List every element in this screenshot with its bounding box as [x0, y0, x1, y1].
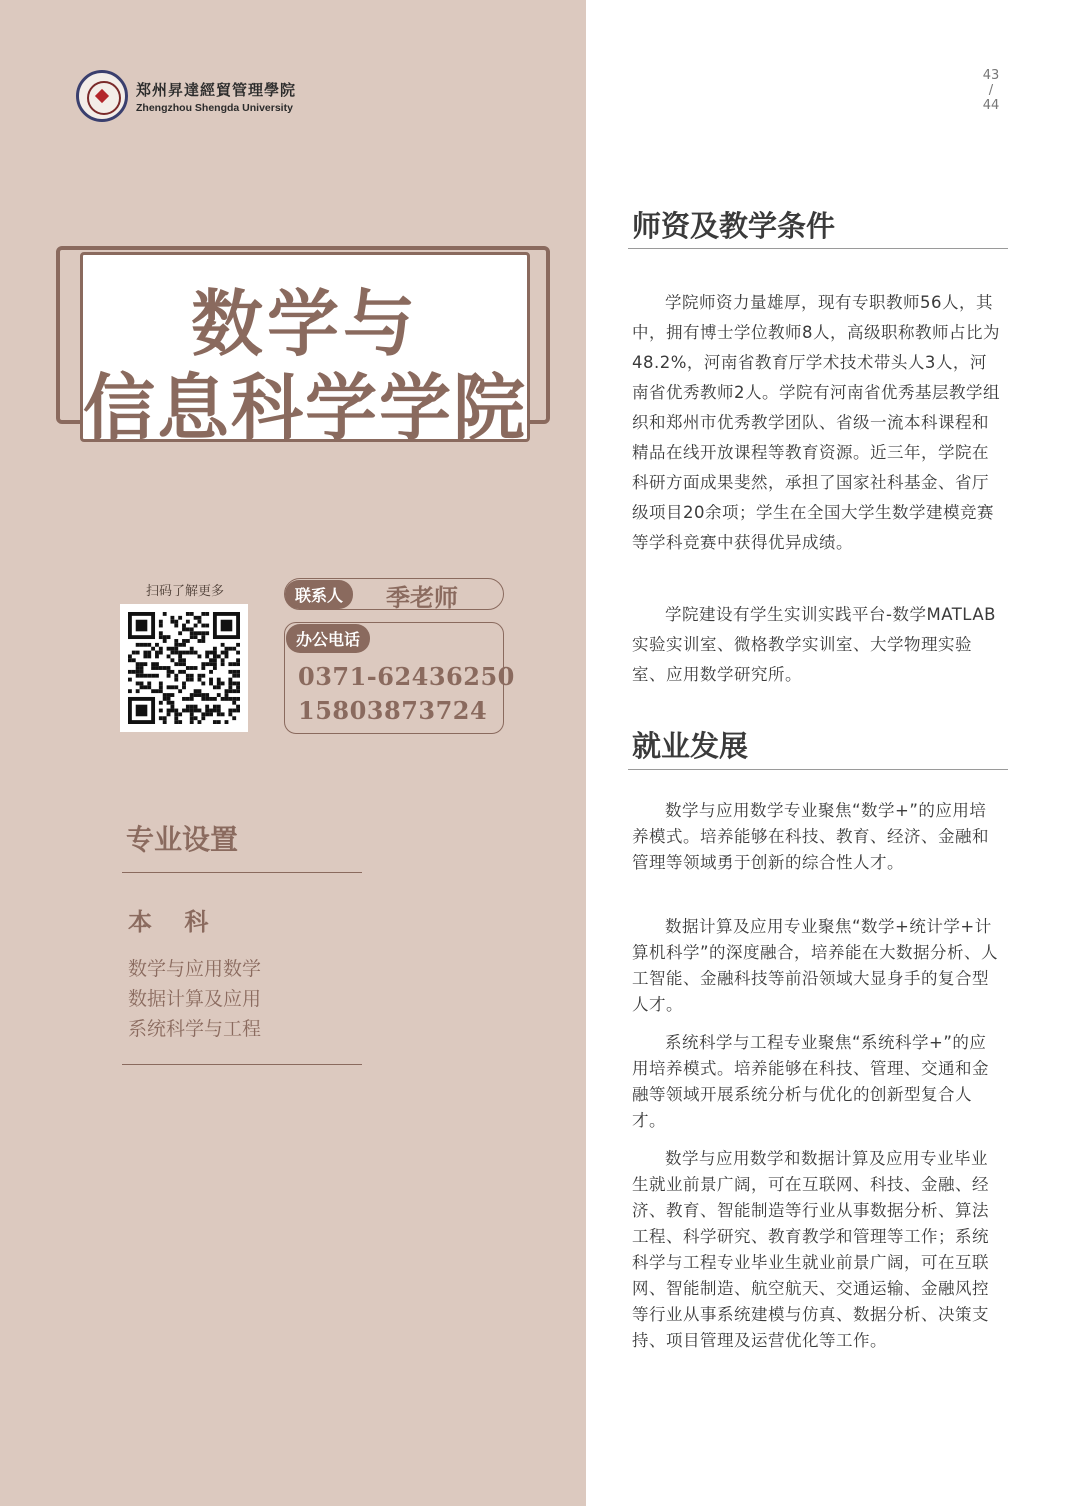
faculty-section-title: 师资及教学条件 — [632, 209, 836, 243]
employment-paragraph: 数学与应用数学和数据计算及应用专业毕业生就业前景广阔，可在互联网、科技、金融、经济、教育、智能制造等行业从事数据分析、算法工程、科学研究、教育教学和管理等工作；系统科学与工程专业毕业生就业前景广阔，可在互联网、智能制造、航空航天、交通运输、金融风控等行业从事系统建模与仿真、数据分析、决策支持、项目管理及运营优化等工作。 — [632, 1149, 989, 1350]
phone-number[interactable]: 15803873724 — [298, 696, 488, 725]
list-item: 系统科学与工程 — [128, 1018, 262, 1040]
majors-level: 本 科 — [128, 907, 221, 936]
contact-name: 季老师 — [386, 583, 458, 612]
employment-section-title: 就业发展 — [632, 729, 749, 763]
majors-title: 专业设置 — [126, 823, 239, 856]
logo-name-cn: 郑州昇達經貿管理學院 — [136, 80, 297, 99]
qr-code-icon — [128, 612, 240, 724]
qr-code[interactable] — [120, 604, 248, 732]
employment-paragraph: 系统科学与工程专业聚焦“系统科学+”的应用培养模式。培养能够在科技、管理、交通和金融等领域开展系统分析与优化的创新型复合人才。 — [632, 1033, 989, 1130]
faculty-paragraph: 学院建设有学生实训实践平台-数学MATLAB实验实训室、微格教学实训室、大学物理实验室、应用数学研究所。 — [632, 605, 996, 684]
divider — [122, 1064, 362, 1065]
divider — [628, 248, 1008, 249]
qr-label: 扫码了解更多 — [145, 584, 224, 599]
university-logo — [76, 70, 296, 122]
phone-number[interactable]: 0371-62436250 — [298, 662, 515, 691]
list-item: 数据计算及应用 — [128, 988, 262, 1010]
employment-paragraph: 数据计算及应用专业聚焦“数学+统计学+计算机科学”的深度融合，培养能在大数据分析、人工智能、金融科技等前沿领域大显身手的复合型人才。 — [632, 917, 999, 1014]
page-number: 43 / 44 — [982, 68, 1000, 113]
college-title-line2: 信息科学学院 — [82, 365, 527, 450]
contact-label: 联系人 — [285, 580, 353, 609]
faculty-paragraph: 学院师资力量雄厚，现有专职教师56人，其中，拥有博士学位教师8人，高级职称教师占比为48.2%，河南省教育厅学术技术带头人3人，河南省优秀教师2人。学院有河南省优秀基层教学组织和郑州市优秀教学团队、省级一流本科课程和精品在线开放课程等教育资源。近三年，学院在科研方面成果斐然，承担了国家社科基金、省厅级项目20余项；学生在全国大学生数学建模竞赛等学科竞赛中获得优异成绩。 — [632, 293, 1000, 552]
university-seal-icon — [76, 70, 128, 122]
divider — [122, 872, 362, 873]
divider — [628, 769, 1008, 770]
logo-name-en: Zhengzhou Shengda University — [136, 101, 293, 114]
majors-list — [128, 954, 261, 1044]
list-item: 数学与应用数学 — [128, 958, 262, 980]
phone-label: 办公电话 — [286, 624, 370, 653]
college-title-line1: 数学与 — [190, 281, 419, 366]
employment-paragraph: 数学与应用数学专业聚焦“数学+”的应用培养模式。培养能够在科技、教育、经济、金融和管理等领域勇于创新的综合性人才。 — [632, 801, 989, 872]
